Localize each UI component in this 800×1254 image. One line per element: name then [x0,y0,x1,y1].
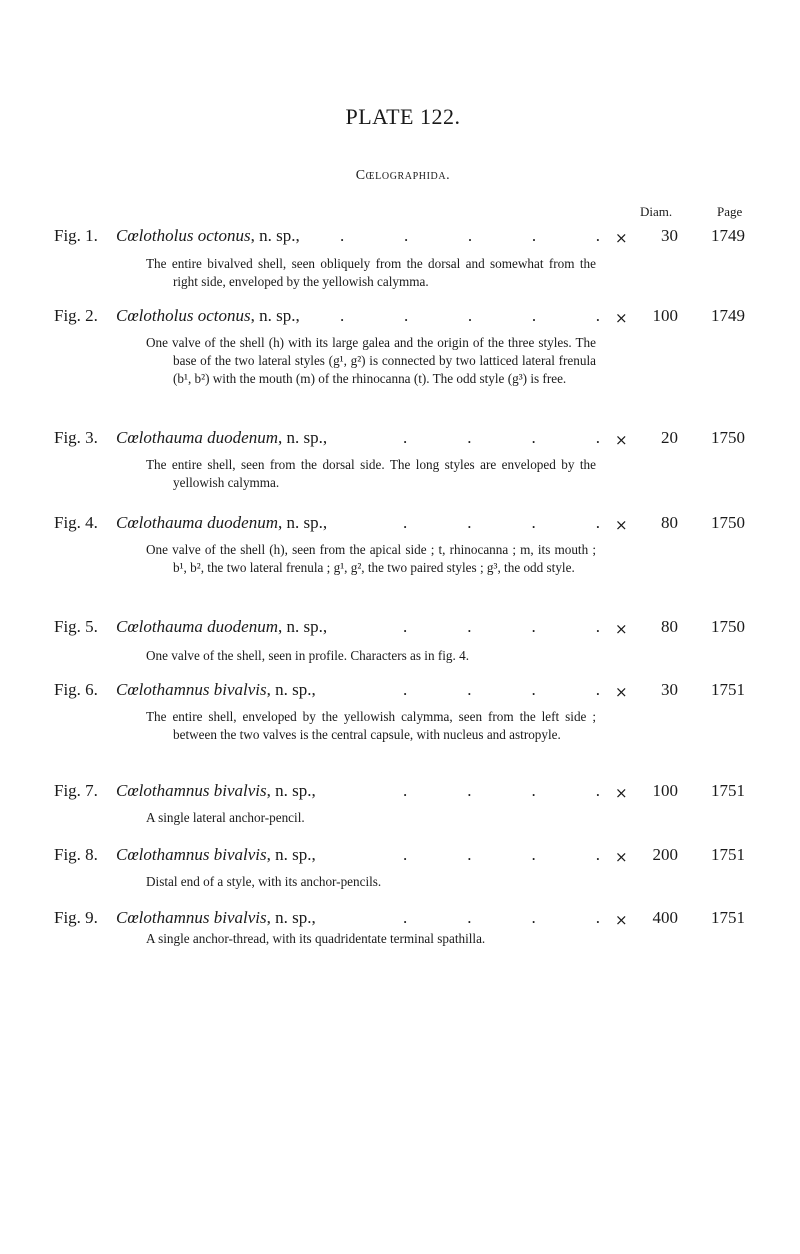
column-header-page: Page [717,204,743,219]
page-value: 1751 [711,908,745,927]
species-name [116,617,327,637]
figure-label: Fig. 3. [54,428,98,447]
page-value: 1751 [711,845,745,864]
figure-label: Fig. 9. [54,908,98,927]
description-text: A single lateral anchor-pencil. [146,810,305,825]
times-sign: × [615,620,628,638]
description-text: The entire shell, seen from the dorsal side. The long styles are enveloped by the yellowish calymma. [146,457,596,490]
leader-dots: . . . . [403,845,600,864]
species-italic: Cœlotholus octonus [116,306,251,325]
diameter-value: 400 [652,908,678,927]
figure-line [0,781,800,805]
species-name [116,226,300,246]
figure-description [146,708,596,744]
plate-title: PLATE 122. [345,104,461,129]
figure-line [0,845,800,869]
figure-line [0,908,800,932]
page-value: 1751 [711,680,745,699]
description-text: One valve of the shell, seen in profile. Characters as in fig. 4. [146,648,469,663]
leader-dots: . . . . [403,908,600,927]
species-name [116,306,300,326]
page-value: 1749 [711,306,745,325]
diameter-value: 100 [652,306,678,325]
description-text: The entire shell, enveloped by the yellowish calymma, seen from the left side ; between the two valves is the central capsule, with nucleus and astropyle. [146,709,596,742]
diameter-value: 100 [652,781,678,800]
leader-dots: . . . . [403,428,600,447]
page-value: 1750 [711,428,745,447]
species-italic: Cœlothauma duodenum [116,617,278,636]
description-text: Distal end of a style, with its anchor-pencils. [146,874,382,889]
figure-entry-5 [0,617,800,663]
description-text: A single anchor-thread, with its quadridentate terminal spathilla. [146,931,486,946]
species-suffix: , n. sp., [250,306,300,325]
family-heading: Cœlographida. [355,168,451,183]
species-name [116,513,327,533]
leader-dots: . . . . . [340,306,600,325]
figure-line [0,428,800,452]
figure-description [146,647,596,665]
leader-dots: . . . . [403,513,600,532]
species-suffix: , n. sp., [277,428,328,447]
figure-line [0,513,800,537]
times-sign: × [615,683,628,701]
species-italic: Cœlothamnus bivalvis [116,781,267,800]
species-name [116,845,316,865]
times-sign: × [615,229,628,247]
figure-description [146,541,596,577]
species-italic: Cœlothamnus bivalvis [116,680,267,699]
column-header-diam: Diam. [640,204,673,219]
leader-dots: . . . . [403,680,600,699]
figure-entry-9 [0,908,800,946]
figure-entry-2 [0,306,800,386]
figure-description [146,456,596,492]
species-suffix: , n. sp., [266,908,316,927]
species-italic: Cœlothamnus bivalvis [116,845,267,864]
figure-line [0,680,800,704]
leader-dots: . . . . [403,617,600,636]
times-sign: × [615,516,628,534]
figure-label: Fig. 4. [54,513,98,532]
figure-line [0,226,800,250]
diameter-value: 200 [652,845,678,864]
species-italic: Cœlothamnus bivalvis [116,908,267,927]
figure-label: Fig. 1. [54,226,98,245]
species-name [116,680,316,700]
times-sign: × [615,431,628,449]
times-sign: × [615,911,628,929]
description-text: One valve of the shell (h), seen from the apical side ; t, rhinocanna ; m, its mouth ; b¹, b², the two lateral frenula ; g¹, g², the two paired styles ; g³, the odd style. [146,542,596,575]
species-suffix: , n. sp., [250,226,300,245]
times-sign: × [615,784,628,802]
leader-dots: . . . . [403,781,600,800]
diameter-value: 30 [661,226,678,245]
description-text: The entire bivalved shell, seen obliquely from the dorsal and somewhat from the right side, enveloped by the yellowish calymma. [146,256,596,289]
page-value: 1751 [711,781,745,800]
figure-line [0,306,800,330]
page-value: 1749 [711,226,745,245]
figure-description [146,255,596,291]
figure-label: Fig. 7. [54,781,98,800]
figure-description [146,809,596,827]
species-suffix: , n. sp., [277,617,328,636]
species-name [116,781,316,801]
diameter-value: 20 [661,428,678,447]
diameter-value: 30 [661,680,678,699]
species-name [116,908,316,928]
diameter-value: 80 [661,617,678,636]
figure-description [146,334,596,388]
times-sign: × [615,309,628,327]
leader-dots: . . . . . [340,226,600,245]
figure-label: Fig. 5. [54,617,98,636]
diameter-value: 80 [661,513,678,532]
figure-entry-3 [0,428,800,490]
figure-description [146,873,596,891]
species-suffix: , n. sp., [266,845,316,864]
figure-entry-6 [0,680,800,742]
species-italic: Cœlotholus octonus [116,226,251,245]
species-name [116,428,327,448]
times-sign: × [615,848,628,866]
figure-label: Fig. 8. [54,845,98,864]
species-suffix: , n. sp., [266,781,316,800]
species-italic: Cœlothauma duodenum [116,513,278,532]
figure-entry-8 [0,845,800,889]
figure-entry-4 [0,513,800,575]
description-text: One valve of the shell (h) with its large galea and the origin of the three styles. The base of the two lateral styles (g¹, g²) is connected by two latticed lateral frenula (b¹, b²) with the mouth (m) of the rhinocanna (t). The odd style (g³) is free. [146,335,596,386]
page-value: 1750 [711,513,745,532]
figure-description [146,930,596,948]
species-italic: Cœlothauma duodenum [116,428,278,447]
figure-line [0,617,800,641]
figure-label: Fig. 2. [54,306,98,325]
page-value: 1750 [711,617,745,636]
figure-entry-7 [0,781,800,825]
species-suffix: , n. sp., [266,680,316,699]
species-suffix: , n. sp., [277,513,328,532]
figure-entry-1 [0,226,800,289]
figure-label: Fig. 6. [54,680,98,699]
